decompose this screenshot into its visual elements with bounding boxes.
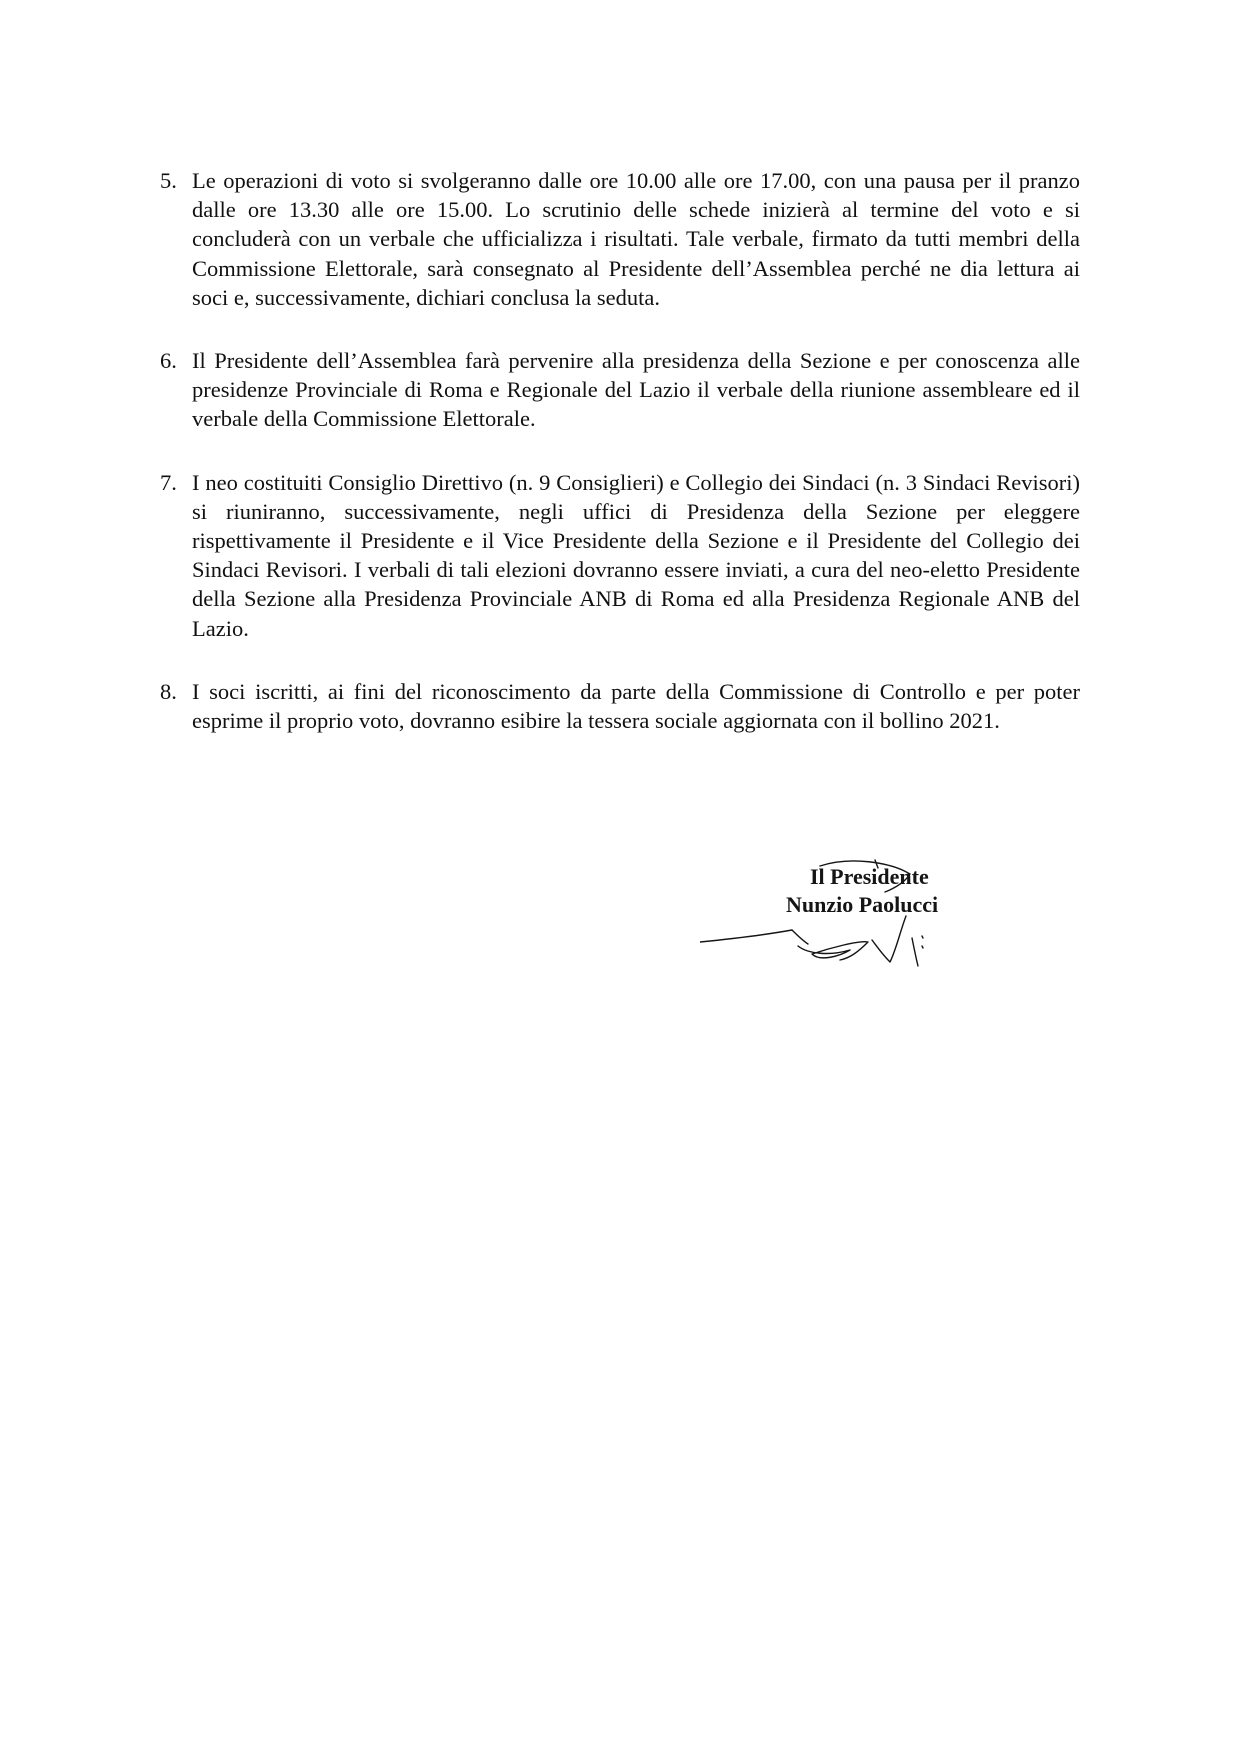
list-item-5	[160, 166, 1080, 312]
item-number: 5.	[160, 168, 177, 193]
item-number: 7.	[160, 469, 177, 495]
signature-title: Il Presidente	[810, 864, 929, 889]
item-text: I soci iscritti, ai fini del riconoscimento da parte della Commissione di Controllo e per poter esprime il proprio voto, dovranno esibire la tessera sociale aggiornata con il bollino 2021.	[192, 678, 1080, 734]
numbered-list	[160, 166, 1080, 769]
signature-name: Nunzio Paolucci	[786, 892, 939, 917]
item-text: Le operazioni di voto si svolgeranno dalle ore 10.00 alle ore 17.00, con una pausa per il pranzo dalle ore 13.30 alle ore 15.00. Lo scrutinio delle schede inizierà al termine del voto e si concluderà con un verbale che ufficializza i risultati. Tale verbale, firmato da tutti membri della Commissione Elettorale, sarà consegnato al Presidente dell’Assemblea perché ne dia lettura ai soci e, successivamente, dichiari conclusa la seduta.	[192, 168, 1080, 310]
item-number: 8.	[160, 678, 177, 704]
item-number: 6.	[160, 348, 177, 374]
item-text: Il Presidente dell’Assemblea farà pervenire alla presidenza della Sezione e per conoscenza alle presidenze Provinciale di Roma e Regionale del Lazio il verbale della riunione assembleare ed il verbale della Commissione Elettorale.	[192, 348, 1080, 432]
item-text: I neo costituiti Consiglio Direttivo (n. 9 Consiglieri) e Collegio dei Sindaci (n. 3 Sindaci Revisori) si riuniranno, successivamente, negli uffici di Presidenza della Sezione per eleggere rispettivamente il Presidente e il Vice Presidente della Sezione e il Presidente del Collegio dei Sindaci Revisori. I verbali di tali elezioni dovranno essere inviati, a cura del neo-eletto Presidente della Sezione alla Presidenza Provinciale ANB di Roma ed alla Presidenza Regionale ANB del Lazio.	[192, 469, 1080, 641]
signature-block	[700, 858, 990, 988]
list-item-8	[160, 677, 1080, 735]
list-item-6	[160, 346, 1080, 434]
handwritten-signature-icon	[700, 858, 990, 988]
list-item-7	[160, 468, 1080, 643]
